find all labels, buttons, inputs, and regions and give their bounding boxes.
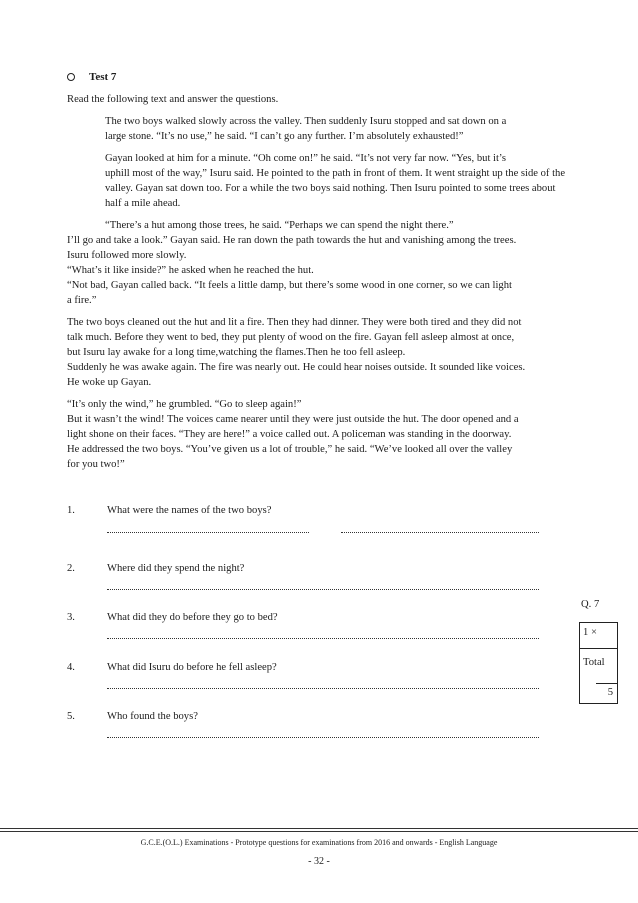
passage-paragraph-5: “It’s only the wind,” he grumbled. “Go to sleep again!” But it wasn’t the wind! The voices came nearer until they were just outside the hut. The door opened and a light shone on their faces. “They are here!” a voice called out. A policeman was standing in the doorway. He addressed the two boys. “You’ve given us a lot of trouble,” he said. “We’ve looked all over the valley for you two!” [67, 399, 519, 470]
passage-paragraph-3: “There’s a hut among those trees, he said. “Perhaps we can spend the night there.” I’ll go and take a look.” Gayan said. He ran down the path towards the hut and vanishing among the trees. Isuru followed more slowly. “What’s it like inside?” he asked when he reached the hut. “Not bad, Gayan called back. “It feels a little damp, but there’s some wood in one corner, so we can light a fire.” [67, 220, 517, 306]
question-text: Where did they spend the night? [107, 563, 245, 574]
question-text: What did they do before they go to bed? [107, 612, 278, 623]
bullet-circle-icon [67, 73, 75, 81]
answer-line[interactable] [341, 532, 539, 533]
marks-box [579, 622, 618, 704]
marks-question-label: Q. 7 [581, 599, 600, 610]
answer-line[interactable] [107, 532, 309, 533]
test-title: Test 7 [89, 71, 117, 83]
answer-line[interactable] [107, 688, 539, 689]
question-text: What did Isuru do before he fell asleep? [107, 662, 277, 673]
question-number: 3. [67, 612, 75, 623]
footer-text: G.C.E.(O.L.) Examinations - Prototype questions for examinations from 2016 and onwards - English Language [140, 838, 498, 847]
marks-divider [580, 648, 617, 649]
marks-total-value: 5 [607, 687, 613, 698]
footer-rule [0, 831, 638, 832]
question-text: What were the names of the two boys? [107, 505, 272, 516]
question-number: 2. [67, 563, 75, 574]
answer-line[interactable] [107, 737, 539, 738]
footer-rule [0, 828, 638, 829]
reading-passage [67, 92, 573, 479]
question-number: 5. [67, 711, 75, 722]
test-heading [67, 71, 116, 83]
marks-total-label: Total [583, 657, 605, 668]
instruction: Read the following text and answer the questions. [67, 94, 279, 105]
answer-line[interactable] [107, 638, 539, 639]
marks-multiplier: 1 × [583, 627, 597, 638]
marks-total-divider [596, 683, 617, 684]
passage-paragraph-4: The two boys cleaned out the hut and lit a fire. Then they had dinner. They were both tired and they did not talk much. Before they went to bed, they put plenty of wood on the fire. Gayan fell asleep almost at once, but Isuru lay awake for a long time,watching the flames.Then he too fell asleep. Suddenly he was awake again. The fire was nearly out. He could hear noises outside. It sounded like voices. He woke up Gayan. [67, 317, 526, 388]
answer-line[interactable] [107, 589, 539, 590]
question-number: 4. [67, 662, 75, 673]
passage-paragraph-2: Gayan looked at him for a minute. “Oh come on!” he said. “It’s not very far now. “Yes, but it’s uphill most of the way,” Isuru said. He pointed to the path in front of them. It went straight up the side of the valley. Gayan sat down too. For a while the two boys said nothing. Then Isuru pointed to some trees about half a mile ahead. [105, 153, 566, 209]
question-text: Who found the boys? [107, 711, 198, 722]
passage-paragraph-1: The two boys walked slowly across the valley. Then suddenly Isuru stopped and sat down on a large stone. “It’s no use,” he said. “I can’t go any further. I’m absolutely exhausted!” [105, 116, 507, 142]
page-number: - 32 - [308, 856, 330, 867]
question-number: 1. [67, 505, 75, 516]
